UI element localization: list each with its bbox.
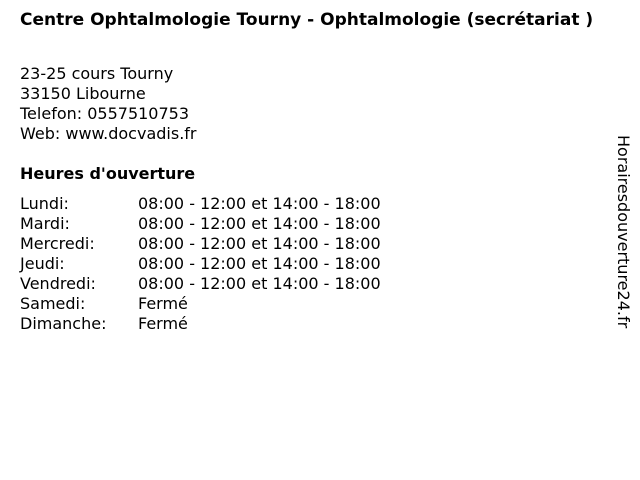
hours-table xyxy=(20,194,381,334)
hours-row xyxy=(20,314,381,334)
address-block xyxy=(20,64,196,144)
hours-row xyxy=(20,194,381,214)
hours-heading: Heures d'ouverture xyxy=(20,164,196,183)
hours-time: 08:00 - 12:00 et 14:00 - 18:00 xyxy=(138,254,381,273)
site-watermark: Horairesdouverture24.fr xyxy=(614,135,633,329)
hours-day: Lundi: xyxy=(20,194,69,213)
hours-time: 08:00 - 12:00 et 14:00 - 18:00 xyxy=(138,214,381,233)
hours-time: 08:00 - 12:00 et 14:00 - 18:00 xyxy=(138,234,381,253)
hours-day: Mercredi: xyxy=(20,234,95,253)
hours-row xyxy=(20,234,381,254)
address-web: Web: www.docvadis.fr xyxy=(20,124,197,143)
hours-day: Jeudi: xyxy=(20,254,65,273)
page-title: Centre Ophtalmologie Tourny - Ophtalmologie (secrétariat ) xyxy=(20,10,594,30)
hours-row xyxy=(20,214,381,234)
hours-row xyxy=(20,274,381,294)
hours-time: Fermé xyxy=(138,294,188,313)
hours-row xyxy=(20,294,381,314)
hours-time: Fermé xyxy=(138,314,188,333)
hours-day: Samedi: xyxy=(20,294,86,313)
address-phone: Telefon: 0557510753 xyxy=(20,104,190,123)
address-street: 23-25 cours Tourny xyxy=(20,64,174,83)
hours-day: Dimanche: xyxy=(20,314,107,333)
hours-row xyxy=(20,254,381,274)
address-city: 33150 Libourne xyxy=(20,84,146,103)
hours-time: 08:00 - 12:00 et 14:00 - 18:00 xyxy=(138,194,381,213)
hours-day: Mardi: xyxy=(20,214,70,233)
hours-day: Vendredi: xyxy=(20,274,96,293)
hours-time: 08:00 - 12:00 et 14:00 - 18:00 xyxy=(138,274,381,293)
